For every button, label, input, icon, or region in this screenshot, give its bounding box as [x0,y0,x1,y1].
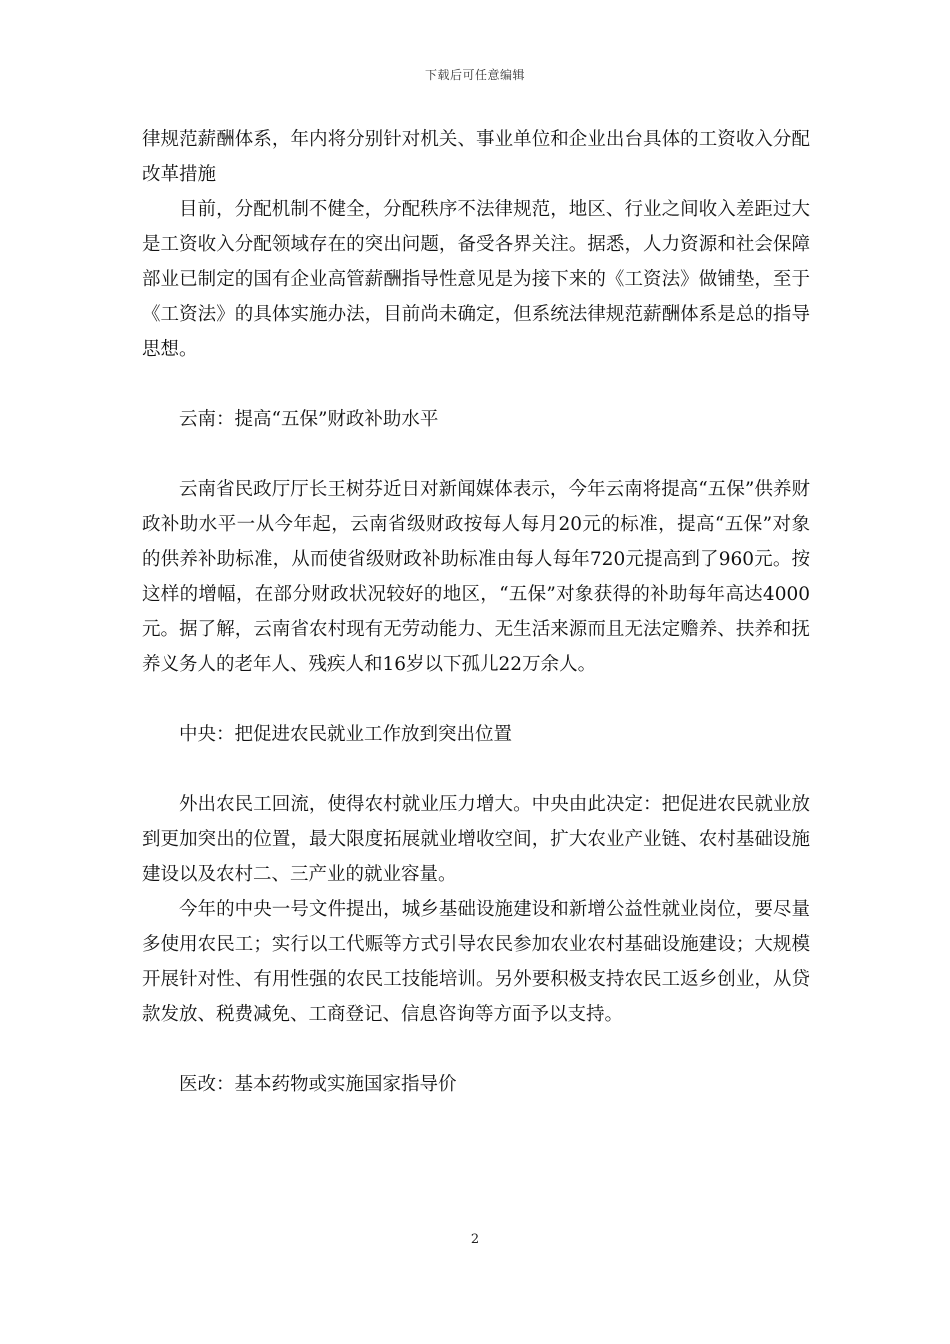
section-heading-yunnan: 云南：提高“五保”财政补助水平 [179,409,439,430]
section-heading-medical-reform: 医改：基本药物或实施国家指导价 [179,1074,457,1095]
section-heading-central: 中央：把促进农民就业工作放到突出位置 [179,724,513,745]
page-header-note: 下载后可任意编辑 [424,68,525,82]
document-body [142,122,810,1102]
page-number: 2 [470,1232,480,1247]
paragraph-yunnan: 云南省民政厅厅长王树芬近日对新闻媒体表示，今年云南将提高“五保”供养财政补助水平一从今年起，云南省级财政按每人每月20元的标准，提高“五保”对象的供养补助标准，从而使省级财政补助标准由每人每年720元提高到了960元。按这样的增幅，在部分财政状况较好的地区，“五保”对象获得的补助每年高达4000元。据了解，云南省农村现有无劳动能力、无生活来源而且无法定赡养、扶养和抚养义务人的老年人、残疾人和16岁以下孤儿22万余人。 [142,479,810,675]
paragraph-central-employment: 外出农民工回流，使得农村就业压力增大。中央由此决定：把促进农民就业放到更加突出的位置，最大限度拓展就业增收空间，扩大农业产业链、农村基础设施建设以及农村二、三产业的就业容量。 [142,794,810,885]
paragraph-distribution-issues: 目前，分配机制不健全，分配秩序不法律规范，地区、行业之间收入差距过大是工资收入分配领域存在的突出问题，备受各界关注。据悉，人力资源和社会保障部业已制定的国有企业高管薪酬指导性意见是为接下来的《工资法》做铺垫，至于《工资法》的具体实施办法，目前尚未确定，但系统法律规范薪酬体系是总的指导思想。 [142,199,810,360]
paragraph-continued: 律规范薪酬体系，年内将分别针对机关、事业单位和企业出台具体的工资收入分配改革措施 [142,129,810,185]
paragraph-central-document: 今年的中央一号文件提出，城乡基础设施建设和新增公益性就业岗位，要尽量多使用农民工；实行以工代赈等方式引导农民参加农业农村基础设施建设；大规模开展针对性、有用性强的农民工技能培训。另外要积极支持农民工返乡创业，从贷款发放、税费减免、工商登记、信息咨询等方面予以支持。 [142,899,810,1025]
